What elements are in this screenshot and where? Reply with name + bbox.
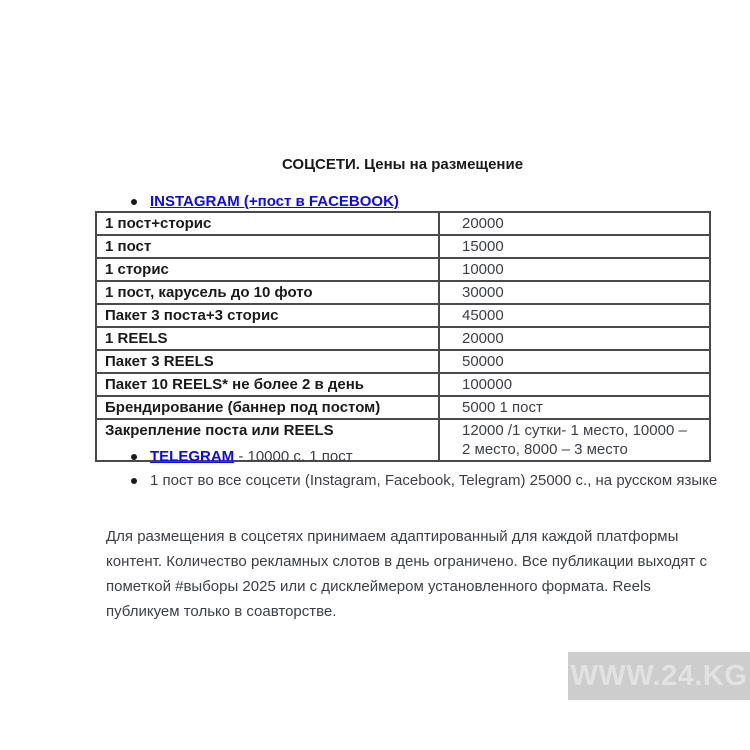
row-label: 1 сторис [96, 258, 439, 281]
bullet-marker-icon [131, 199, 137, 205]
instagram-bullet-item [131, 193, 399, 210]
row-price: 100000 [439, 373, 710, 396]
telegram-bullet-item [131, 448, 717, 465]
instagram-facebook-link[interactable]: INSTAGRAM (+пост в FACEBOOK) [150, 193, 399, 210]
telegram-price-text: - 10000 с. 1 пост [234, 448, 353, 465]
bullet-marker-icon [131, 478, 137, 484]
row-label: Пакет 10 REELS* не более 2 в день [96, 373, 439, 396]
lower-bullet-list [131, 448, 717, 489]
telegram-link[interactable]: TELEGRAM [150, 448, 235, 465]
row-price: 10000 [439, 258, 710, 281]
all-networks-price-text: 1 пост во все соцсети (Instagram, Facebook, Telegram) 25000 с., на русском языке [150, 472, 718, 489]
table-row [96, 396, 710, 419]
row-price: 12000 /1 сутки- 1 место, 10000 – 2 место, 8000 – 3 место [439, 419, 710, 461]
row-label: Пакет 3 REELS [96, 350, 439, 373]
row-price: 45000 [439, 304, 710, 327]
table-row [96, 373, 710, 396]
row-price: 30000 [439, 281, 710, 304]
row-label: 1 пост, карусель до 10 фото [96, 281, 439, 304]
table-row [96, 281, 710, 304]
row-price: 20000 [439, 327, 710, 350]
placement-note-paragraph: Для размещения в соцсетях принимаем адаптированный для каждой платформы контент. Количество рекламных слотов в день ограничено. Все публикации выходят с пометкой #выборы 2025 или с дисклеймером установленного формата. Reels публикуем только в соавторстве. [106, 528, 708, 620]
table-row [96, 350, 710, 373]
all-networks-bullet-item [131, 472, 717, 489]
bullet-marker-icon [131, 454, 137, 460]
table-row [96, 258, 710, 281]
table-row [96, 304, 710, 327]
page-title: СОЦСЕТИ. Цены на размещение [281, 156, 524, 173]
row-price: 15000 [439, 235, 710, 258]
price-table [95, 211, 711, 462]
row-label: Брендирование (баннер под постом) [96, 396, 439, 419]
table-row [96, 235, 710, 258]
row-label: 1 пост+сторис [96, 212, 439, 235]
row-price: 5000 1 пост [439, 396, 710, 419]
watermark-text: WWW.24.KG [570, 659, 748, 692]
table-row [96, 212, 710, 235]
row-label: 1 REELS [96, 327, 439, 350]
row-label: Пакет 3 поста+3 сторис [96, 304, 439, 327]
row-price: 50000 [439, 350, 710, 373]
row-label: 1 пост [96, 235, 439, 258]
row-price: 20000 [439, 212, 710, 235]
watermark-band [568, 652, 750, 700]
row-label: Закрепление поста или REELS [96, 419, 439, 461]
table-row [96, 327, 710, 350]
